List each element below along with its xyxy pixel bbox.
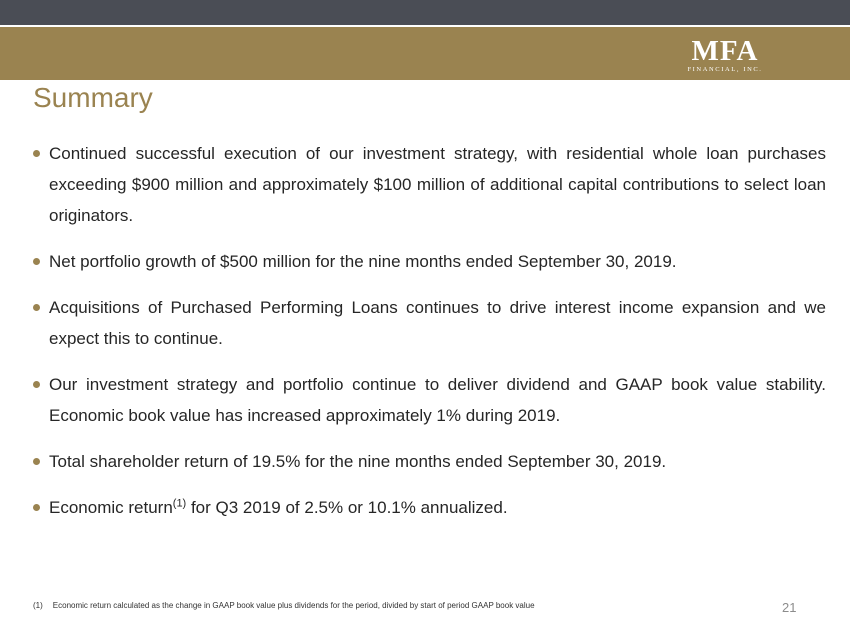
bullet-item <box>33 492 826 523</box>
footnote-reference: (1) <box>172 497 187 510</box>
mfa-logo <box>670 36 780 76</box>
bullet-dot-icon <box>33 381 40 388</box>
bullet-item <box>33 369 826 431</box>
logo-subtitle: FINANCIAL, INC. <box>687 66 763 73</box>
summary-bullet-list <box>33 138 826 538</box>
top-dark-bar <box>0 0 850 25</box>
footnote-number: (1) <box>33 601 43 610</box>
bullet-dot-icon <box>33 304 40 311</box>
bullet-text: Acquisitions of Purchased Performing Loans continues to drive interest income expansion and we expect this to continue. <box>49 298 826 348</box>
bullet-text: Continued successful execution of our investment strategy, with residential whole loan purchases exceeding $900 million and approximately $100 million of additional capital contributions to select loan originators. <box>49 144 826 225</box>
bullet-item <box>33 446 826 477</box>
footnote <box>33 601 535 610</box>
footnote-text: Economic return calculated as the change in GAAP book value plus dividends for the period, divided by start of period GAAP book value <box>52 601 535 610</box>
bullet-dot-icon <box>33 150 40 157</box>
bullet-text: Total shareholder return of 19.5% for the nine months ended September 30, 2019. <box>49 452 667 471</box>
bullet-dot-icon <box>33 258 40 265</box>
bullet-text-end: for Q3 2019 of 2.5% or 10.1% annualized. <box>186 498 508 517</box>
page-title: Summary <box>33 82 153 113</box>
bullet-dot-icon <box>33 504 40 511</box>
page-number: 21 <box>782 600 797 615</box>
bullet-dot-icon <box>33 458 40 465</box>
bullet-text-start: Economic return <box>49 498 173 517</box>
bullet-item <box>33 138 826 231</box>
bullet-text: Net portfolio growth of $500 million for the nine months ended September 30, 2019. <box>49 252 677 271</box>
bullet-text: Our investment strategy and portfolio continue to deliver dividend and GAAP book value stability. Economic book value has increased approximately 1% during 2019. <box>49 375 826 425</box>
header-divider-line <box>0 25 850 27</box>
bullet-item <box>33 246 826 277</box>
bullet-item <box>33 292 826 354</box>
logo-wordmark: MFA <box>691 35 759 67</box>
